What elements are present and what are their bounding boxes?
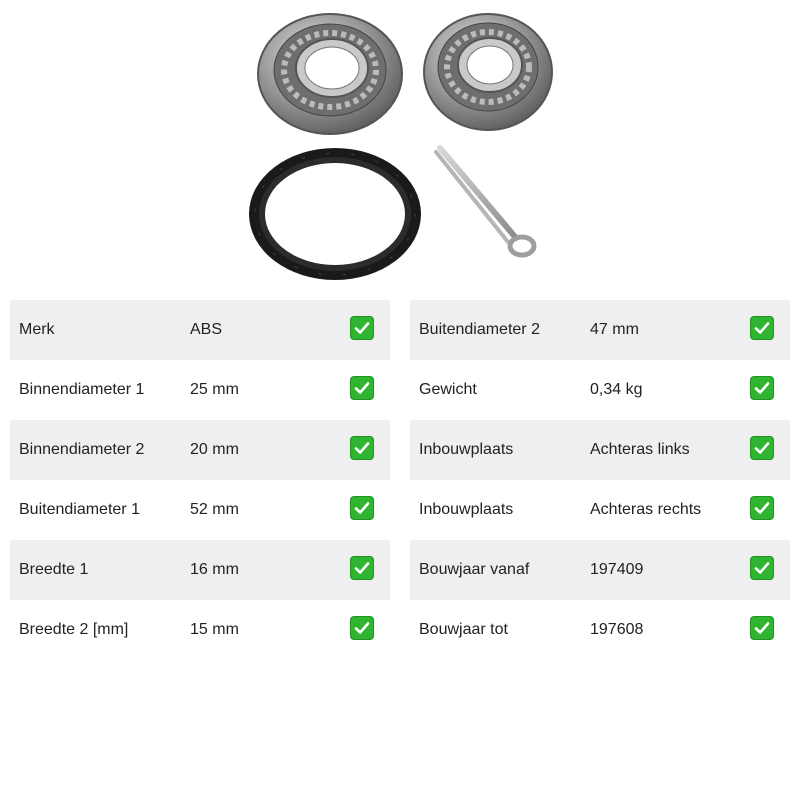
check-icon xyxy=(350,496,374,520)
bearing-right xyxy=(424,14,552,130)
spec-label: Merk xyxy=(19,321,55,338)
cotter-pin xyxy=(436,148,534,255)
spec-row xyxy=(410,420,790,480)
check-icon xyxy=(750,436,774,460)
spec-value: 197608 xyxy=(590,621,644,638)
spec-value: Achteras links xyxy=(590,441,690,458)
spec-label: Binnendiameter 1 xyxy=(19,381,145,398)
spec-row xyxy=(10,540,390,600)
spec-row xyxy=(10,480,390,540)
spec-value: Achteras rechts xyxy=(590,501,702,518)
spec-row xyxy=(410,360,790,420)
spec-label: Binnendiameter 2 xyxy=(19,441,145,458)
check-icon xyxy=(350,556,374,580)
check-icon xyxy=(350,376,374,400)
spec-row xyxy=(10,600,390,660)
check-icon xyxy=(750,376,774,400)
spec-row xyxy=(410,480,790,540)
check-icon xyxy=(350,316,374,340)
check-icon xyxy=(350,616,374,640)
check-icon xyxy=(750,616,774,640)
spec-label: Buitendiameter 2 xyxy=(419,321,540,338)
spec-row xyxy=(10,360,390,420)
spec-value: 25 mm xyxy=(190,381,239,398)
spec-value: 16 mm xyxy=(190,561,239,578)
oil-seal xyxy=(249,148,421,280)
spec-value: 20 mm xyxy=(190,441,239,458)
spec-label: Gewicht xyxy=(419,381,477,398)
spec-value: 0,34 kg xyxy=(590,381,643,398)
spec-row xyxy=(410,600,790,660)
spec-label: Breedte 2 [mm] xyxy=(19,621,129,638)
spec-value: 47 mm xyxy=(590,321,639,338)
spec-row xyxy=(10,300,390,360)
spec-table-right xyxy=(410,300,790,660)
check-icon xyxy=(750,556,774,580)
spec-row xyxy=(10,420,390,480)
check-icon xyxy=(750,496,774,520)
spec-row xyxy=(410,300,790,360)
bearing-left xyxy=(258,14,402,134)
product-image xyxy=(240,10,560,290)
spec-label: Bouwjaar vanaf xyxy=(419,561,530,578)
spec-row xyxy=(410,540,790,600)
check-icon xyxy=(350,436,374,460)
spec-value: 15 mm xyxy=(190,621,239,638)
spec-table-left xyxy=(10,300,390,660)
spec-label: Inbouwplaats xyxy=(419,441,514,458)
spec-label: Bouwjaar tot xyxy=(419,621,508,638)
spec-value: 52 mm xyxy=(190,501,239,518)
spec-value: 197409 xyxy=(590,561,644,578)
check-icon xyxy=(750,316,774,340)
spec-value: ABS xyxy=(190,321,223,338)
spec-label: Buitendiameter 1 xyxy=(19,501,140,518)
spec-label: Breedte 1 xyxy=(19,561,89,578)
spec-label: Inbouwplaats xyxy=(419,501,514,518)
